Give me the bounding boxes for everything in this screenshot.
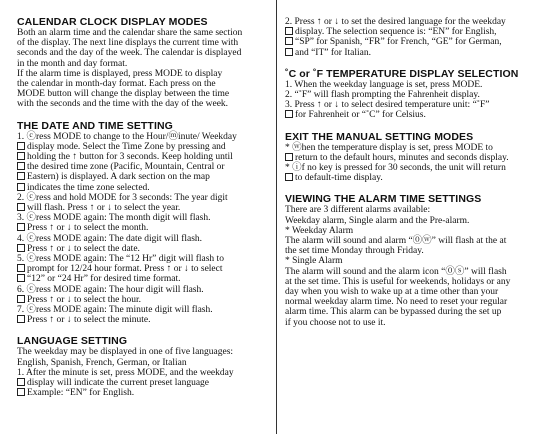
alarm-heading: VIEWING THE ALARM TIME SETTINGS: [285, 193, 482, 206]
calendar-line: MODE button will change the display between the time: [17, 89, 230, 100]
checkbox-glyph-icon: [17, 152, 25, 160]
language-line: and “IT” for Italian.: [285, 48, 530, 58]
alarm-line: the set time Monday through Friday.: [285, 246, 424, 257]
datetime-line: 1. ⓒress MODE to change to the Hour/ⓜinute/ Weekday: [17, 131, 237, 142]
exit-section: [285, 131, 530, 184]
language-line: Example: “EN” for English.: [17, 388, 270, 398]
temperature-line: 3. Press ↑ or ↓ to select desired temperature unit: “˚F”: [285, 100, 490, 111]
temperature-line: 2. “˚F” will flash prompting the Fahrenheit display.: [285, 90, 480, 101]
calendar-line: with the seconds and the time with the day of the week.: [17, 99, 229, 110]
left-column: [17, 16, 270, 409]
right-column: [285, 3, 530, 338]
checkbox-glyph-icon: [285, 27, 293, 35]
datetime-line: 3. ⓒress MODE again: The month digit will flash.: [17, 213, 211, 224]
checkbox-glyph-icon: [285, 48, 293, 56]
calendar-line: If the alarm time is displayed, press MODE to display: [17, 68, 223, 79]
checkbox-glyph-icon: [17, 162, 25, 170]
checkbox-glyph-icon: [285, 37, 293, 45]
checkbox-glyph-icon: [17, 183, 25, 191]
alarm-line: day when you wish to wake up at a time other than your: [285, 287, 499, 298]
checkbox-glyph-icon: [17, 223, 25, 231]
checkbox-glyph-icon: [17, 378, 25, 386]
exit-line: return to the default hours, minutes and seconds display.: [285, 153, 530, 163]
checkbox-glyph-icon: [17, 295, 25, 303]
checkbox-glyph-icon: [285, 173, 293, 181]
calendar-line: seconds and the day of the week. The calendar is displayed: [17, 48, 242, 59]
checkbox-glyph-icon: [285, 153, 293, 161]
temperature-heading: ˚C or ˚F TEMPERATURE DISPLAY SELECTION: [285, 67, 519, 80]
datetime-line: Press ↑ or ↓ to select the minute.: [17, 315, 270, 325]
datetime-line: Eastern) is displayed. A dark section on the map: [17, 172, 270, 182]
language-continued-section: [285, 17, 530, 58]
calendar-line: of the display. The next line displays the current time with: [17, 38, 239, 49]
temperature-section: [285, 68, 530, 121]
language-heading: LANGUAGE SETTING: [17, 335, 128, 348]
datetime-line: holding the ↑ button for 3 seconds. Keep holding until: [17, 152, 270, 162]
checkbox-glyph-icon: [17, 388, 25, 396]
alarm-line: normal weekday alarm time. No need to reset your regular: [285, 297, 508, 308]
calendar-heading: CALENDAR CLOCK DISPLAY MODES: [17, 16, 208, 28]
checkbox-glyph-icon: [17, 172, 25, 180]
checkbox-glyph-icon: [285, 110, 293, 118]
checkbox-glyph-icon: [17, 274, 25, 282]
datetime-line: Press ↑ or ↓ to select the date.: [17, 244, 270, 254]
language-line: English, Spanish, French, German, or Italian: [17, 357, 187, 368]
alarm-line: at the set time. This is useful for weekends, holidays or any: [285, 276, 511, 287]
temperature-line: 1. When the weekday language is set, press MODE.: [285, 79, 483, 90]
temperature-line: for Fahrenheit or “˚C” for Celsius.: [285, 110, 530, 120]
datetime-line: “12” or “24 Hr” for desired time format.: [17, 274, 270, 284]
language-line: 1. After the minute is set, press MODE, and the weekday: [17, 367, 234, 378]
column-divider: [276, 0, 277, 434]
exit-line: to default-time display.: [285, 173, 530, 183]
checkbox-glyph-icon: [17, 264, 25, 272]
language-line: display will indicate the current preset language: [17, 378, 270, 388]
language-line: 2. Press ↑ or ↓ to set the desired language for the weekday: [285, 17, 506, 27]
datetime-line: will flash. Press ↑ or ↓ to select the year.: [17, 203, 270, 213]
datetime-line: 7. ⓒress MODE again: The minute digit will flash.: [17, 305, 213, 316]
alarm-section: [285, 193, 530, 327]
datetime-line: 5. ⓒress MODE again: The “12 Hr” digit will flash to: [17, 254, 224, 265]
datetime-line: prompt for 12/24 hour format. Press ↑ or ↓ to select: [17, 264, 270, 274]
calendar-line: in the month and day format.: [17, 58, 128, 69]
alarm-line: There are 3 different alarms available:: [285, 205, 431, 216]
datetime-line: 2. ⓒress and hold MODE for 3 seconds: The year digit: [17, 192, 228, 203]
exit-line: * ⓦhen the temperature display is set, press MODE to: [285, 142, 493, 153]
datetime-line: 4. ⓒress MODE again: The date digit will flash.: [17, 233, 203, 244]
exit-line: * ⓘf no key is pressed for 30 seconds, the unit will return: [285, 163, 506, 174]
datetime-line: Press ↑ or ↓ to select the month.: [17, 223, 270, 233]
alarm-line: * Weekday Alarm: [285, 225, 354, 236]
language-line: display. The selection sequence is: “EN” for English,: [285, 27, 530, 37]
checkbox-glyph-icon: [17, 315, 25, 323]
language-line: The weekday may be displayed in one of five languages:: [17, 347, 234, 358]
alarm-line: Weekday alarm, Single alarm and the Pre-alarm.: [285, 215, 470, 226]
datetime-line: indicates the time zone selected.: [17, 183, 270, 193]
datetime-line: 6. ⓒress MODE again: The hour digit will flash.: [17, 284, 204, 295]
language-line: “SP” for Spanish, “FR” for French, “GE” for German,: [285, 37, 530, 47]
datetime-section: [17, 120, 270, 326]
alarm-line: * Single Alarm: [285, 256, 343, 267]
checkbox-glyph-icon: [17, 244, 25, 252]
alarm-line: The alarm will sound and the alarm icon “⓪ⓢ” will flash: [285, 266, 507, 277]
calendar-line: Both an alarm time and the calendar share the same section: [17, 28, 243, 38]
datetime-line: Press ↑ or ↓ to select the hour.: [17, 295, 270, 305]
calendar-line: the calendar in month-day format. Each press on the: [17, 79, 216, 90]
datetime-heading: THE DATE AND TIME SETTING: [17, 119, 173, 132]
calendar-section: [17, 16, 270, 110]
alarm-line: alarm time. This alarm can be bypassed during the set up: [285, 307, 502, 318]
datetime-line: the desired time zone (Pacific, Mountain, Central or: [17, 162, 270, 172]
language-section: [17, 335, 270, 398]
datetime-line: display mode. Select the Time Zone by pressing and: [17, 142, 270, 152]
checkbox-glyph-icon: [17, 142, 25, 150]
alarm-line: if you choose not to use it.: [285, 317, 386, 328]
alarm-line: The alarm will sound and alarm “⓪ⓦ” will flash at the at: [285, 236, 507, 247]
exit-heading: EXIT THE MANUAL SETTING MODES: [285, 130, 474, 143]
checkbox-glyph-icon: [17, 203, 25, 211]
